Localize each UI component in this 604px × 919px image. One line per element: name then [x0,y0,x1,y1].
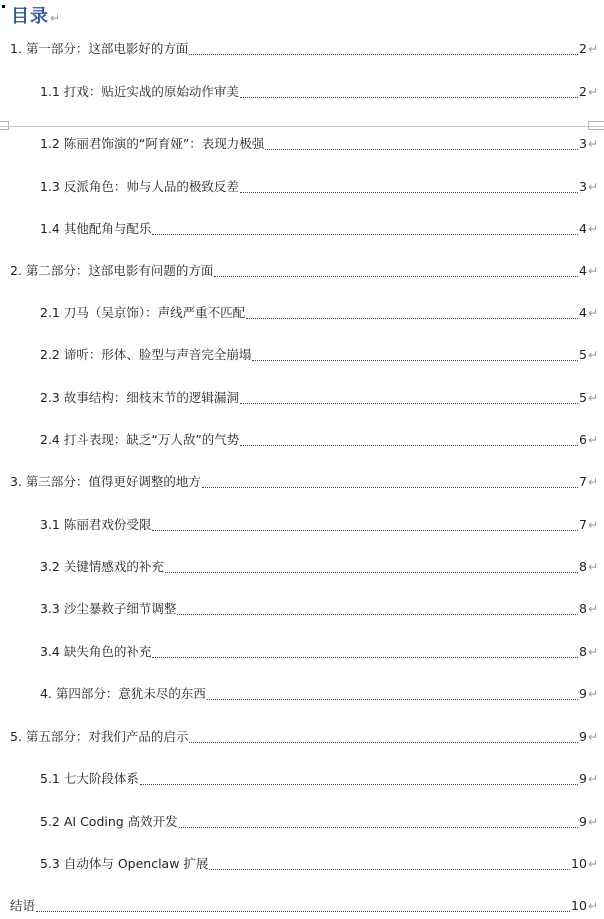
dot-leader [207,698,578,700]
toc-entry-3-4[interactable] [40,642,598,662]
toc-entry-2[interactable] [10,261,598,281]
paragraph-mark: ↵ [587,475,598,489]
toc-entry-conclusion[interactable] [10,896,598,916]
page-corner-marker-right [588,121,604,130]
toc-entry-page: 10 [571,856,587,871]
toc-entry-label: 5.3 自动体与 Openclaw 扩展 [40,856,209,871]
toc-entry-1-1[interactable] [40,82,598,102]
toc-entry-label: 2. 第二部分：这部电影有问题的方面 [10,263,214,278]
formatting-mark [2,5,5,8]
toc-entry-page: 8 [578,559,587,574]
paragraph-mark: ↵ [587,433,598,447]
toc-entry-label: 3.1 陈丽君戏份受限 [40,517,152,532]
toc-entry-5-1[interactable] [40,769,598,789]
dot-leader [202,486,578,488]
dot-leader [152,656,578,658]
toc-entry-3-3[interactable] [40,599,598,619]
toc-entry-label: 1.2 陈丽君饰演的“阿育娅”：表现力极强 [40,136,265,151]
toc-entry-1-3[interactable] [40,177,598,197]
dot-leader [189,53,578,55]
toc-entry-2-3[interactable] [40,388,598,408]
dot-leader [140,783,578,785]
toc-entry-label: 4. 第四部分：意犹未尽的东西 [40,686,206,701]
dot-leader [240,96,578,98]
paragraph-mark: ↵ [587,306,598,320]
toc-entry-page: 9 [578,814,587,829]
toc-entry-label: 结语 [10,898,36,913]
toc-entry-5[interactable] [10,727,598,747]
paragraph-mark: ↵ [587,857,598,871]
toc-entry-page: 2 [578,84,587,99]
dot-leader [189,741,578,743]
paragraph-mark: ↵ [50,11,62,25]
toc-entry-3-1[interactable] [40,515,598,535]
toc-entry-label: 3.3 沙尘暴救子细节调整 [40,601,177,616]
paragraph-mark: ↵ [587,85,598,99]
dot-leader [240,444,578,446]
toc-entry-label: 1. 第一部分：这部电影好的方面 [10,41,189,56]
toc-entry-page: 5 [578,347,587,362]
paragraph-mark: ↵ [587,180,598,194]
toc-entry-label: 2.2 谛听：形体、脸型与声音完全崩塌 [40,347,252,362]
toc-entry-page: 4 [578,263,587,278]
paragraph-mark: ↵ [587,518,598,532]
toc-entry-page: 4 [578,305,587,320]
toc-entry-label: 1.3 反派角色：帅与人品的极致反差 [40,179,239,194]
toc-entry-page: 2 [578,41,587,56]
toc-entry-page: 9 [578,729,587,744]
paragraph-mark: ↵ [587,222,598,236]
paragraph-mark: ↵ [587,264,598,278]
toc-entry-page: 5 [578,390,587,405]
toc-entry-label: 2.4 打斗表现：缺乏“万人敌”的气势 [40,432,240,447]
toc-entry-4[interactable] [40,684,598,704]
toc-entry-label: 5. 第五部分：对我们产品的启示 [10,729,189,744]
paragraph-mark: ↵ [587,602,598,616]
toc-entry-page: 3 [578,179,587,194]
page-break-line [0,126,604,127]
dot-leader [246,317,578,319]
toc-entry-page: 9 [578,686,587,701]
toc-entry-1-2[interactable] [40,134,598,154]
dot-leader [36,910,570,912]
toc-entry-label: 1.1 打戏：贴近实战的原始动作审美 [40,84,239,99]
paragraph-mark: ↵ [587,42,598,56]
toc-entry-3[interactable] [10,472,598,492]
toc-entry-2-4[interactable] [40,430,598,450]
toc-entry-label: 3. 第三部分：值得更好调整的地方 [10,474,201,489]
toc-entry-5-3[interactable] [40,854,598,874]
paragraph-mark: ↵ [587,645,598,659]
toc-entry-2-1[interactable] [40,303,598,323]
paragraph-mark: ↵ [587,348,598,362]
dot-leader [179,826,578,828]
toc-entry-page: 4 [578,221,587,236]
paragraph-mark: ↵ [587,391,598,405]
toc-entry-label: 3.2 关键情感戏的补充 [40,559,164,574]
toc-entry-page: 8 [578,601,587,616]
toc-entry-page: 6 [578,432,587,447]
toc-entry-page: 3 [578,136,587,151]
dot-leader [152,233,578,235]
toc-title [11,4,61,31]
toc-entry-2-2[interactable] [40,345,598,365]
toc-entry-page: 10 [571,898,587,913]
dot-leader [265,148,578,150]
dot-leader [214,275,578,277]
dot-leader [240,402,578,404]
dot-leader [177,613,578,615]
toc-entry-label: 5.1 七大阶段体系 [40,771,139,786]
toc-entry-page: 8 [578,644,587,659]
paragraph-mark: ↵ [587,560,598,574]
toc-entry-label: 5.2 AI Coding 高效开发 [40,814,178,829]
toc-entry-page: 9 [578,771,587,786]
toc-entry-label: 3.4 缺失角色的补充 [40,644,152,659]
dot-leader [252,359,578,361]
toc-entry-5-2[interactable] [40,812,598,832]
toc-entry-page: 7 [578,474,587,489]
toc-entry-1[interactable] [10,39,598,59]
paragraph-mark: ↵ [587,687,598,701]
paragraph-mark: ↵ [587,730,598,744]
paragraph-mark: ↵ [587,137,598,151]
paragraph-mark: ↵ [587,815,598,829]
dot-leader [209,868,570,870]
paragraph-mark: ↵ [587,899,598,913]
toc-entry-label: 1.4 其他配角与配乐 [40,221,152,236]
dot-leader [240,191,578,193]
toc-entry-page: 7 [578,517,587,532]
toc-entry-3-2[interactable] [40,557,598,577]
dot-leader [152,529,578,531]
dot-leader [165,571,578,573]
paragraph-mark: ↵ [587,772,598,786]
toc-title-text: 目录 [11,6,49,27]
toc-entry-1-4[interactable] [40,219,598,239]
toc-entry-label: 2.1 刀马（吴京饰）：声线严重不匹配 [40,305,246,320]
toc-entry-label: 2.3 故事结构：细枝末节的逻辑漏洞 [40,390,239,405]
